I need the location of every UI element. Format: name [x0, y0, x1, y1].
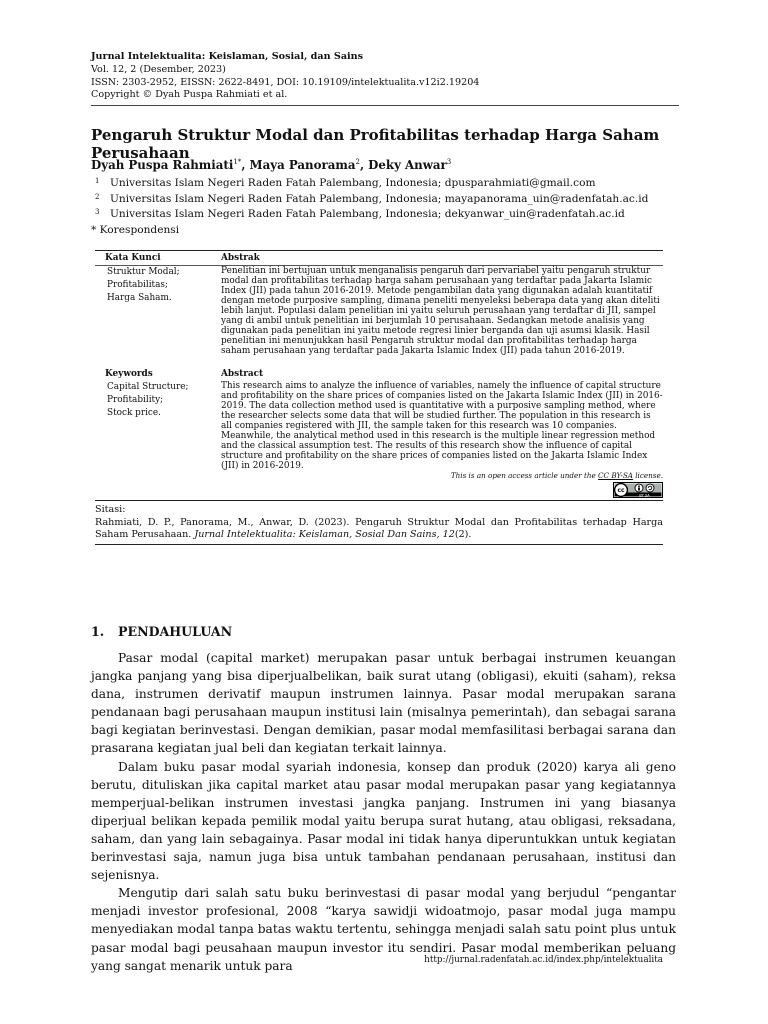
- keyword-item: Profitabilitas;: [107, 280, 168, 291]
- abstract-text-en: This research aims to analyze the influence of variables, namely the influence of capital structure and profitability on the share prices of companies listed on the Jakarta Islamic Index (JII) in 2016-2019. The data collection method used is quantitative with a purposive sampling method, where the researcher selects some data that will be studied further. The population in this research is all companies registered with JII, the sample taken for this research was 10 companies. Meanwhile, the analytical method used in this research is the multiple linear regression method and the classical assumption test. The results of this research show the influence of capital structure and profitability on the share prices of companies listed on the Jakarta Islamic Index (JII) in 2016-2019.: [221, 381, 663, 471]
- journal-name: Jurnal Intelektualita: Keislaman, Sosial, dan Sains: [91, 51, 364, 62]
- affiliation-text: Universitas Islam Negeri Raden Fatah Palembang, Indonesia; dekyanwar_uin@radenfatah.ac.id: [110, 208, 625, 221]
- body-paragraph: Dalam buku pasar modal syariah indonesia, konsep dan produk (2020) karya ali geno berutu, dituliskan jika capital market atau pasar modal merupakan pasar yang kegiatannya memperjual-belikan instrumen investasi jangka panjang. Instrumen ini yang biasanya diperjual belikan kepada pemilik modal yaitu berupa surat hutang, atau obligasi, reksadana, saham, dan yang lain sebagainya. Pasar modal ini tidak hanya diperuntukkan untuk kegiatan berinvestasi saja, namun juga bisa untuk tambahan pendanaan perusahaan, institusi dan sejenisnya.: [91, 759, 676, 883]
- affiliation-number: 1: [95, 177, 100, 185]
- correspondence-note: * Korespondensi: [91, 223, 180, 236]
- affiliation-number: 2: [95, 192, 100, 201]
- cc-logo-label: BY SA: [639, 493, 650, 498]
- license-prefix: This is an open access article under the: [450, 471, 599, 480]
- journal-header: [91, 51, 679, 102]
- keyword-item: Harga Saham.: [107, 293, 172, 304]
- abstract-header-row-id: [95, 251, 663, 265]
- affiliation-number: 3: [95, 208, 100, 217]
- author-affil-mark: 3: [446, 158, 452, 167]
- body-paragraph: Mengutip dari salah satu buku berinvestasi di pasar modal yang berjudul “pengantar menjadi investor profesional, 2008 “karya sawidji widoatmojo, pasar modal juga mampu menyediakan modal tanpa batas waktu tertentu, sehingga menjadi salah satu point plus untuk pasar modal bagi peusahaan maupun investor itu sendiri. Pasar modal memberikan peluang yang sangat menarik untuk para: [91, 886, 676, 973]
- author-name: Maya Panorama: [249, 158, 356, 172]
- abstract-box: [95, 250, 663, 545]
- citation-label: Sitasi:: [95, 504, 126, 515]
- author-affil-mark: 1*: [233, 158, 242, 167]
- license-link[interactable]: CC BY-SA: [598, 471, 633, 480]
- author-name: Dyah Puspa Rahmiati: [91, 158, 234, 172]
- affiliation-text: Universitas Islam Negeri Raden Fatah Palembang, Indonesia; mayapanorama_uin@radenfatah.ac.id: [110, 192, 649, 205]
- author-name: Deky Anwar: [368, 158, 447, 172]
- keyword-item: Stock price.: [107, 408, 161, 419]
- keywords-heading-id: Kata Kunci: [105, 253, 161, 263]
- body-text: [91, 649, 676, 975]
- author-list: Dyah Puspa Rahmiati$^{1*}$, Maya Panorama$^2$, Deky Anwar$^3$: [91, 158, 452, 172]
- footer-url[interactable]: http://jurnal.radenfatah.ac.id/index.php/intelektualita: [424, 955, 663, 965]
- keyword-item: Profitability;: [107, 395, 164, 406]
- keyword-item: Capital Structure;: [107, 382, 189, 392]
- affiliation-item: [91, 176, 648, 192]
- affiliation-item: [91, 207, 648, 223]
- journal-issn-doi: ISSN: 2303-2952, EISSN: 2622-8491, DOI: 10.19109/intelektualita.v12i2.19204: [91, 76, 480, 88]
- abstract-heading-en: Abstract: [221, 369, 264, 379]
- author-affil-mark: 2: [355, 158, 360, 167]
- keyword-item: Struktur Modal;: [107, 267, 180, 277]
- license-suffix: license.: [632, 471, 663, 480]
- article-title: Pengaruh Struktur Modal dan Profitabilitas terhadap Harga Saham Perusahaan: [91, 126, 660, 162]
- section-heading: [91, 624, 232, 639]
- citation-authors-title: Rahmiati, D. P., Panorama, M., Anwar, D. (2023). Pengaruh Struktur Modal dan Profitabilitas terhadap Harga Saham Perusahaan.: [95, 516, 663, 541]
- cc-by-sa-badge[interactable]: [95, 482, 663, 498]
- cc-by-sa-icon: [613, 482, 663, 498]
- citation-bottom-rule: [95, 544, 663, 545]
- affiliation-list: [91, 176, 648, 238]
- abstract-body-row-en: [95, 381, 663, 471]
- abstract-body-row-id: [95, 266, 663, 356]
- citation-block: [95, 501, 663, 542]
- body-paragraph: Pasar modal (capital market) merupakan pasar untuk berbagai instrumen keuangan jangka panjang yang bisa diperjualbelikan, baik surat utang (obligasi), ekuiti (saham), reksa dana, instrumen derivatif maupun instrumen lainnya. Pasar modal merupakan sarana pendanaan bagi perusahaan maupun institusi lain (misalnya pemerintah), dan sebagai sarana bagi kegiatan berinvestasi. Dengan demikian, pasar modal memfasilitasi berbagai sarana dan prasarana kegiatan jual beli dan kegiatan terkait lainnya.: [91, 651, 676, 756]
- journal-copyright: Copyright © Dyah Puspa Rahmiati et al.: [91, 89, 288, 101]
- abstract-heading-id: Abstrak: [221, 253, 260, 263]
- abstract-header-row-en: [95, 367, 663, 381]
- abstract-text-id: Penelitian ini bertujuan untuk menganalisis pengaruh dari pervariabel yaitu pengaruh struktur modal dan profitabilitas terhadap harga saham perusahaan yang terdaftar pada Jakarta Islamic Index (JII) pada tahun 2016-2019. Metode pengambilan data yang digunakan adalah kuantitatif dengan metode purposive sampling, dimana peneliti menyeleksi beberapa data yang akan diteliti lebih lanjut. Populasi dalam penelitian ini yaitu seluruh perusahaan yang terdaftar di JII, sampel yang di ambil untuk penelitian ini berjumlah 10 perusahaan. Sedangkan metode analisis yang digunakan pada penelitian ini yaitu metode regresi linier berganda dan uji asumsi klasik. Hasil penelitian ini menunjukkan hasil Pengaruh struktur modal dan profitabilitas terhadap harga saham perusahaan yang terdaftar pada Jakarta Islamic Index (JII) pada tahun 2016-2019.: [221, 266, 660, 356]
- affiliation-item: [91, 192, 648, 208]
- citation-issue: (2).: [454, 529, 472, 541]
- svg-text:cc: cc: [617, 487, 625, 495]
- license-note: [95, 471, 663, 481]
- header-divider: [91, 105, 679, 106]
- keywords-list-en: [95, 381, 221, 471]
- affiliation-text: Universitas Islam Negeri Raden Fatah Palembang, Indonesia; dpusparahmiati@gmail.com: [110, 177, 596, 189]
- journal-volume: Vol. 12, 2 (Desember, 2023): [91, 63, 226, 75]
- citation-journal: Jurnal Intelektualita: Keislaman, Sosial Dan Sains, 12: [194, 529, 455, 541]
- section-number: 1.: [91, 624, 105, 639]
- citation-text: [95, 517, 663, 542]
- section-title: PENDAHULUAN: [118, 624, 233, 639]
- keywords-list-id: [95, 266, 221, 356]
- keywords-heading-en: Keywords: [105, 369, 153, 379]
